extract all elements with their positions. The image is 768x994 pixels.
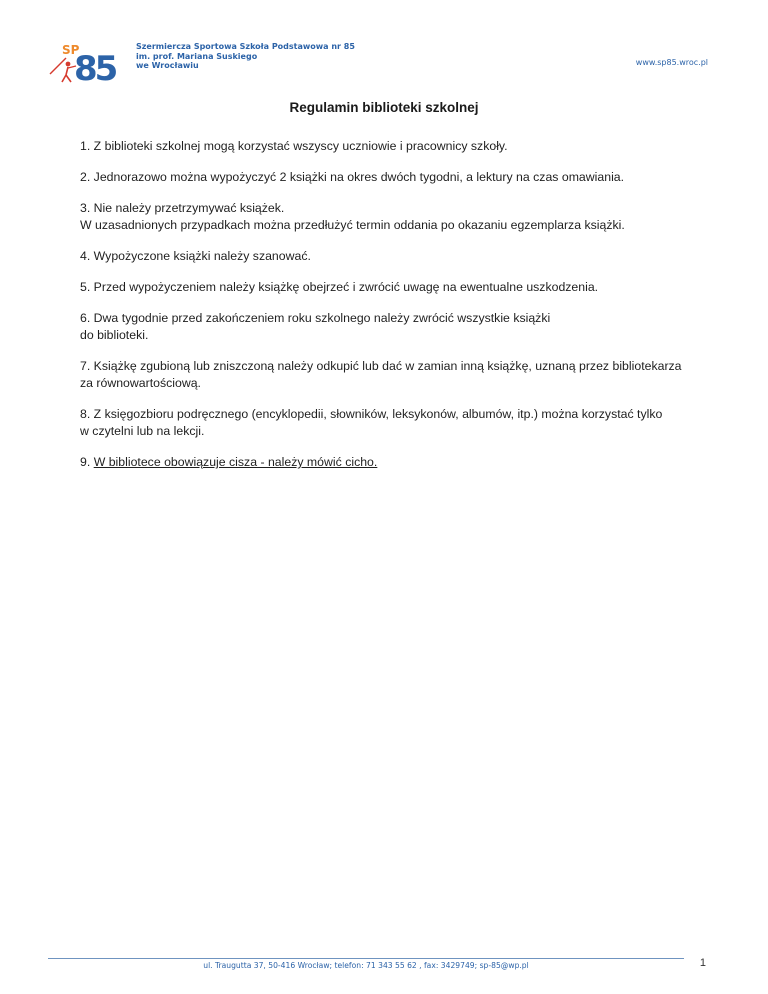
school-name: [136, 42, 355, 71]
rule-line: 8. Z księgozbioru podręcznego (encyklopedii, słowników, leksykonów, albumów, itp.) można korzystać tylko: [80, 407, 663, 421]
rule-item: [80, 310, 712, 344]
rule-line: 1. Z biblioteki szkolnej mogą korzystać wszyscy uczniowie i pracownicy szkoły.: [80, 139, 508, 153]
rule-line: 7. Książkę zgubioną lub zniszczoną należy odkupić lub dać w zamian inną książkę, uznaną przez bibliotekarza: [80, 359, 682, 373]
rule-item: [80, 138, 712, 155]
rule-line: [80, 454, 712, 471]
rule-line: 2. Jednorazowo można wypożyczyć 2 książki na okres dwóch tygodni, a lektury na czas omawiania.: [80, 170, 625, 184]
footer-divider: [48, 958, 684, 959]
sp85-fencer-logo-icon: [44, 40, 120, 84]
rule-item: [80, 200, 712, 234]
rule-number: 9.: [80, 455, 94, 469]
rule-item: [80, 454, 712, 471]
rule-item: [80, 358, 712, 392]
footer-address: ul. Traugutta 37, 50-416 Wrocław; telefon: 71 343 55 62 , fax: 3429749; sp-85@wp.pl: [203, 961, 529, 970]
school-name-line3: we Wrocławiu: [136, 61, 199, 70]
rule-line: do biblioteki.: [80, 328, 149, 342]
school-name-line1: Szermiercza Sportowa Szkoła Podstawowa nr 85: [136, 42, 355, 51]
rule-line: W uzasadnionych przypadkach można przedłużyć termin oddania po okazaniu egzemplarza książki.: [80, 218, 625, 232]
rule-item: [80, 406, 712, 440]
rules-list: [80, 138, 712, 485]
school-website: www.sp85.wroc.pl: [635, 58, 708, 67]
school-name-line2: im. prof. Mariana Suskiego: [136, 51, 258, 61]
rule-line: 3. Nie należy przetrzymywać książek.: [80, 201, 285, 215]
rule-underlined-text: W bibliotece obowiązuje cisza - należy mówić cicho.: [93, 455, 378, 469]
page-number: 1: [699, 957, 706, 969]
rule-line: w czytelni lub na lekcji.: [80, 424, 205, 438]
rule-line: za równowartościową.: [80, 376, 201, 390]
rule-item: [80, 279, 712, 296]
page-title: Regulamin biblioteki szkolnej: [289, 100, 479, 115]
rule-line: 4. Wypożyczone książki należy szanować.: [80, 249, 311, 263]
rule-line: 6. Dwa tygodnie przed zakończeniem roku szkolnego należy zwrócić wszystkie książki: [80, 311, 551, 325]
rule-item: [80, 248, 712, 265]
svg-text:85: 85: [74, 49, 116, 84]
rule-item: [80, 169, 712, 186]
rule-line: 5. Przed wypożyczeniem należy książkę obejrzeć i zwrócić uwagę na ewentualne uszkodzenia.: [80, 280, 599, 294]
svg-text:SP: SP: [62, 43, 80, 57]
